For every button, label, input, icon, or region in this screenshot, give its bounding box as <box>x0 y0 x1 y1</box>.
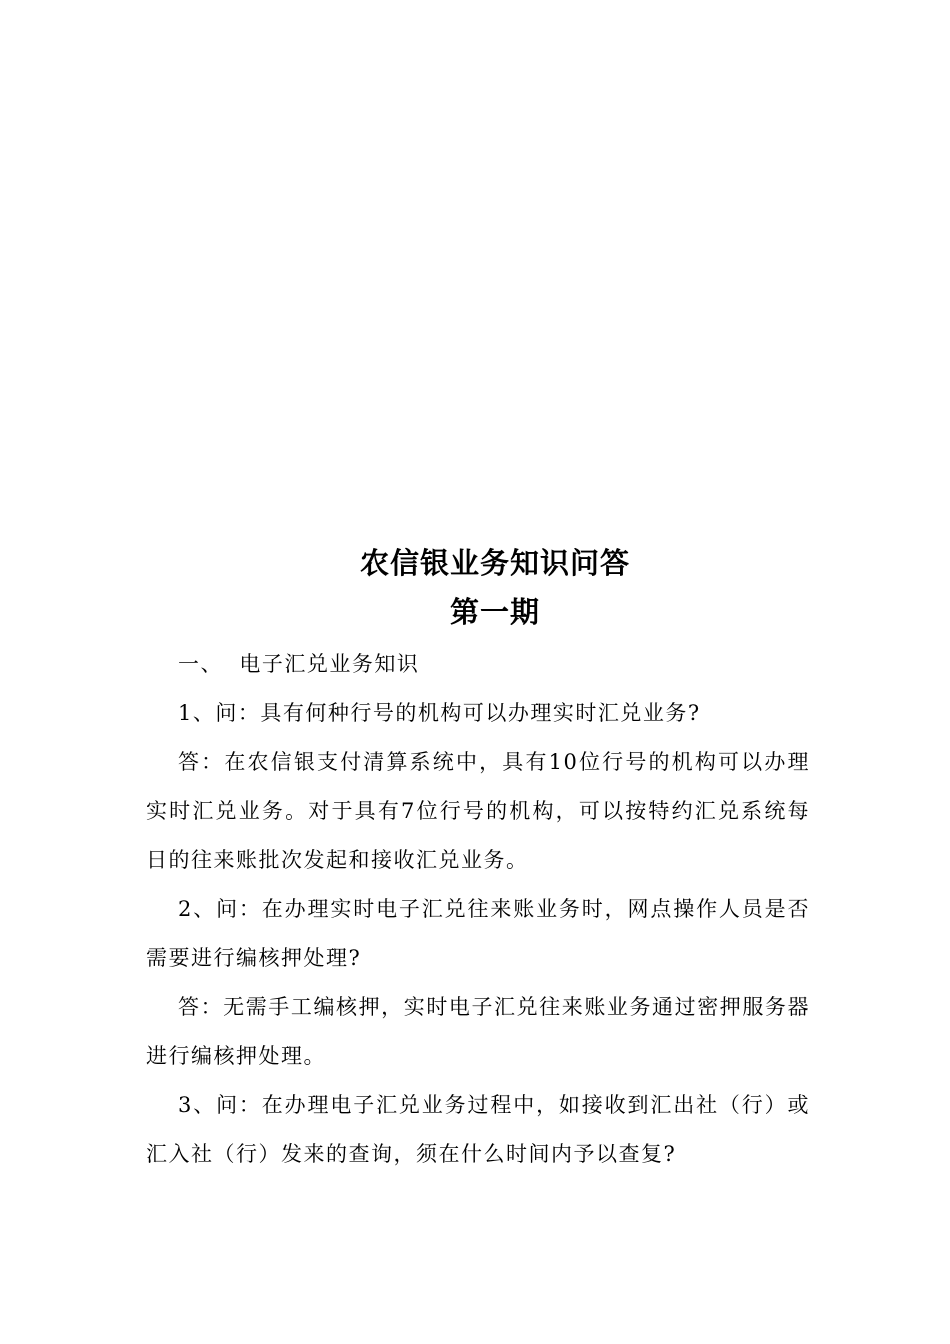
answer-1-line-3: 日的往来账批次发起和接收汇兑业务。 <box>146 848 529 872</box>
question-2-line-1: 2、问：在办理实时电子汇兑往来账业务时，网点操作人员是否 <box>178 897 810 921</box>
answer-1-line-1: 答：在农信银支付清算系统中，具有10位行号的机构可以办理 <box>178 750 810 774</box>
question-3-line-1: 3、问：在办理电子汇兑业务过程中，如接收到汇出社（行）或 <box>178 1093 810 1117</box>
document-body <box>146 645 810 1184</box>
question-1-line-1: 1、问：具有何种行号的机构可以办理实时汇兑业务? <box>178 701 701 725</box>
question-3-line-2: 汇入社（行）发来的查询，须在什么时间内予以查复? <box>146 1142 677 1166</box>
document-title: 农信银业务知识问答 <box>359 546 630 580</box>
question-2-line-2: 需要进行编核押处理? <box>146 946 362 970</box>
section-heading: 一、 电子汇兑业务知识 <box>178 652 420 676</box>
answer-2-line-2: 进行编核押处理。 <box>146 1044 326 1068</box>
answer-2-line-1: 答：无需手工编核押，实时电子汇兑往来账业务通过密押服务器 <box>178 995 810 1019</box>
answer-1-line-2: 实时汇兑业务。对于具有7位行号的机构，可以按特约汇兑系统每 <box>146 799 810 823</box>
document-subtitle: 第一期 <box>449 595 540 629</box>
